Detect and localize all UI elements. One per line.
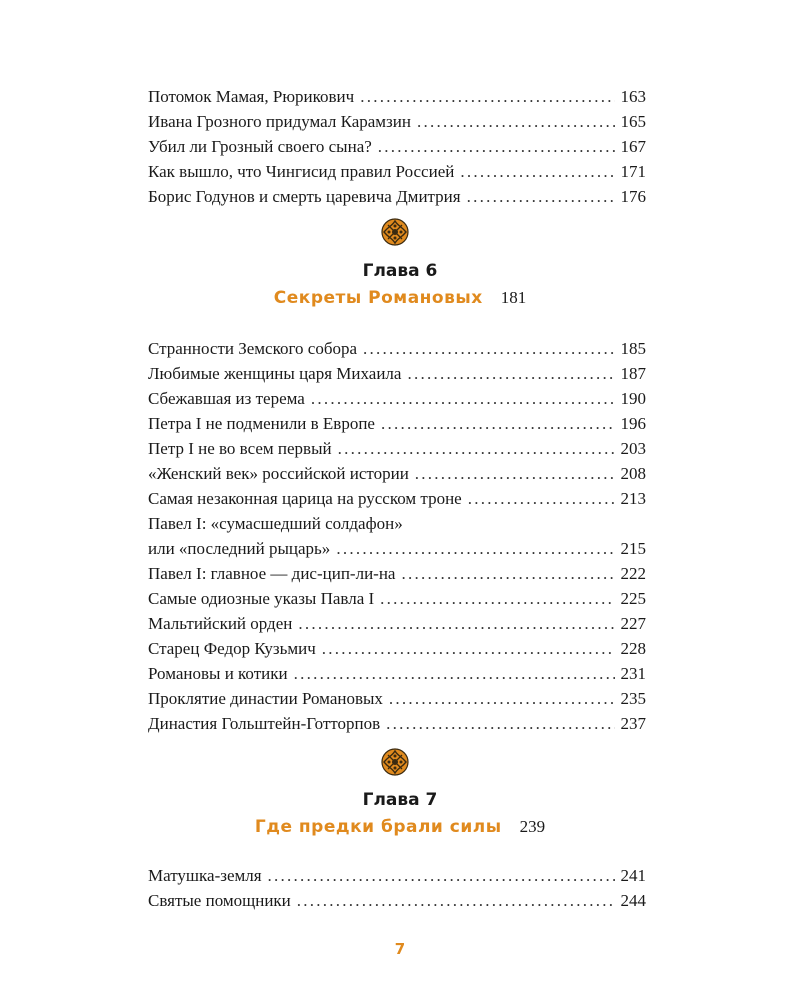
toc-entry: Ивана Грозного придумал Карамзин . . . 165 — [148, 109, 646, 134]
chapter-6-heading — [0, 258, 800, 312]
toc-entry: Сбежавшая из терема . . . 190 — [148, 386, 646, 411]
toc-section-c — [148, 863, 646, 913]
chapter-page: 239 — [519, 817, 546, 836]
toc-entry: Старец Федор Кузьмич . . . 228 — [148, 636, 646, 661]
floral-ornament-icon — [380, 747, 410, 777]
toc-entry: Как вышло, что Чингисид правил Россией . . . 171 — [148, 159, 646, 184]
toc-entry: Павел I: главное — дис-цип-ли-на . . . 222 — [148, 561, 646, 586]
toc-entry: или «последний рыцарь» . . . 215 — [148, 536, 646, 561]
toc-entry: Романовы и котики . . . 231 — [148, 661, 646, 686]
toc-entry: Петр I не во всем первый . . . 203 — [148, 436, 646, 461]
toc-entry: Потомок Мамая, Рюрикович . . . 163 — [148, 84, 646, 109]
toc-entry: Любимые женщины царя Михаила . . . 187 — [148, 361, 646, 386]
page-number: 7 — [394, 940, 406, 958]
chapter-title: Секреты Романовых — [273, 288, 483, 308]
chapter-7-heading — [0, 787, 800, 841]
toc-entry: Самая незаконная царица на русском троне . . . 213 — [148, 486, 646, 511]
toc-entry-first-line: Павел I: «сумасшедший солдафон» — [148, 514, 403, 533]
toc-entry: Династия Гольштейн-Готторпов . . . 237 — [148, 711, 646, 736]
toc-section-a — [148, 84, 646, 209]
toc-entry: Мальтийский орден . . . 227 — [148, 611, 646, 636]
toc-entry: Убил ли Грозный своего сына? . . . 167 — [148, 134, 646, 159]
chapter-page: 181 — [500, 288, 527, 307]
chapter-title: Где предки брали силы — [254, 817, 502, 837]
chapter-label: Глава 7 — [362, 790, 438, 810]
toc-entry: Странности Земского собора . . . 185 — [148, 336, 646, 361]
toc-entry: Проклятие династии Романовых . . . 235 — [148, 686, 646, 711]
toc-section-b — [148, 336, 646, 736]
toc-entry: Самые одиозные указы Павла I . . . 225 — [148, 586, 646, 611]
toc-entry: Матушка-земля . . . 241 — [148, 863, 646, 888]
toc-entry: Петра I не подменили в Европе . . . 196 — [148, 411, 646, 436]
toc-entry: «Женский век» российской истории . . . 208 — [148, 461, 646, 486]
floral-ornament-icon — [380, 217, 410, 247]
toc-entry: Святые помощники . . . 244 — [148, 888, 646, 913]
chapter-label: Глава 6 — [362, 261, 438, 281]
toc-entry: Борис Годунов и смерть царевича Дмитрия . . . 176 — [148, 184, 646, 209]
